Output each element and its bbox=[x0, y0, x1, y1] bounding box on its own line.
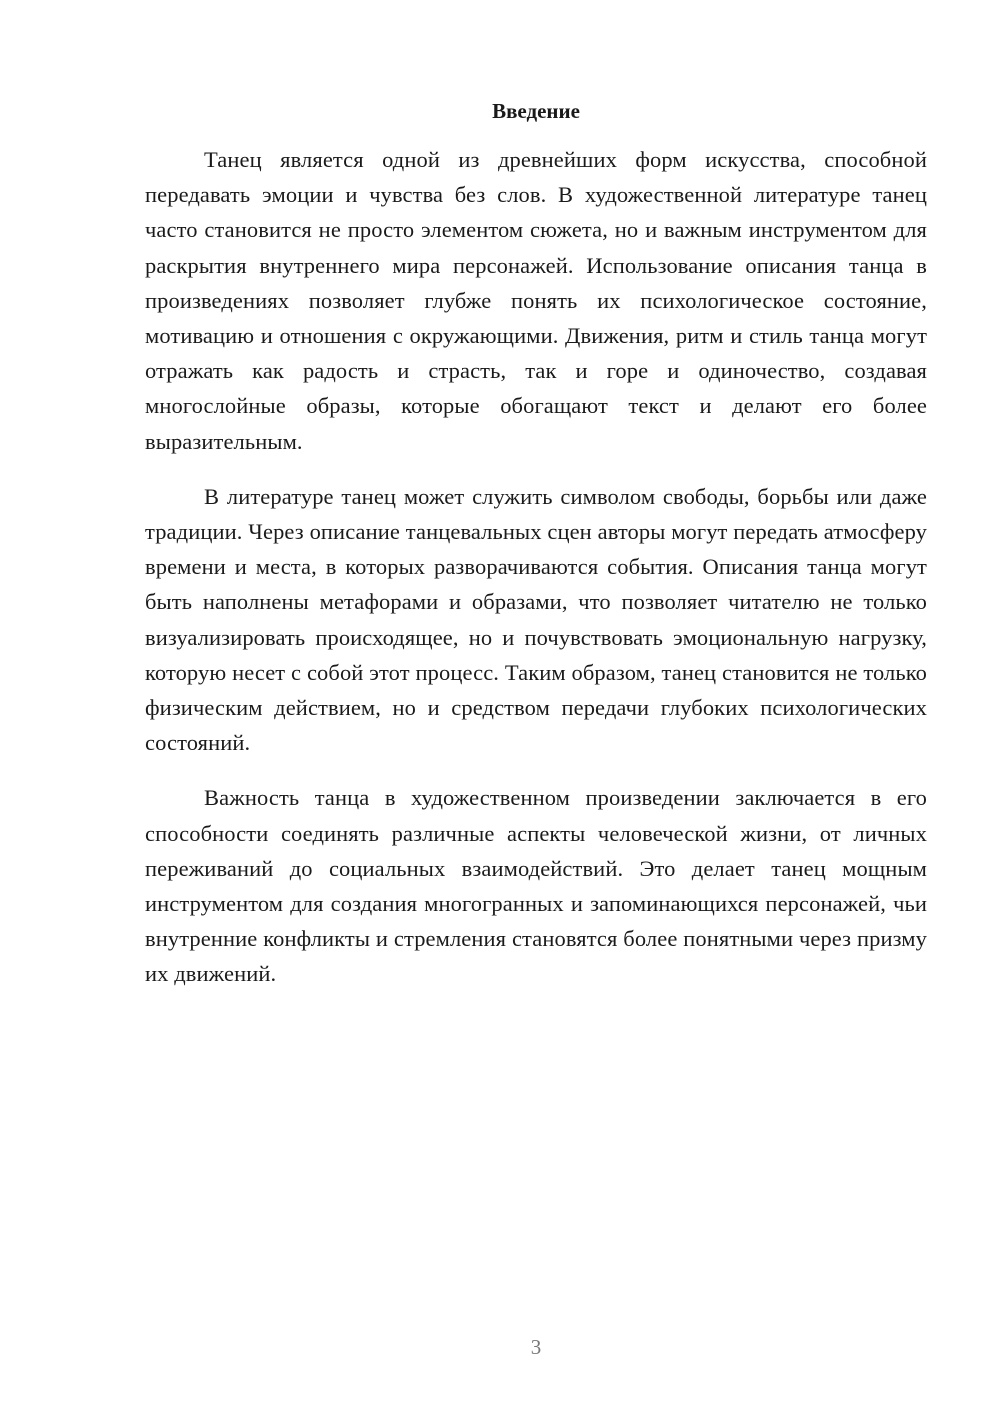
page-title: Введение bbox=[492, 99, 580, 123]
paragraph-3: Важность танца в художественном произведении заключается в его способности соединять различные аспекты человеческой жизни, от личных переживаний до социальных взаимодействий. Это делает танец мощным инструментом для создания многогранных и запоминающихся персонажей, чьи внутренние конфликты и стремления становятся более понятными через призму их движений. bbox=[145, 785, 927, 987]
paragraph-1: Танец является одной из древнейших форм искусства, способной передавать эмоции и чувства без слов. В художественной литературе танец часто становится не просто элементом сюжета, но и важным инструментом для раскрытия внутреннего мира персонажей. Использование описания танца в произведениях позволяет глубже понять их психологическое состояние, мотивацию и отношения с окружающими. Движения, ритм и стиль танца могут отражать как радость и страсть, так и горе и одиночество, создавая многослойные образы, которые обогащают текст и делают его более выразительным. bbox=[145, 147, 927, 454]
body-text bbox=[145, 142, 927, 1012]
page-number: 3 bbox=[530, 1335, 542, 1359]
paragraph-2: В литературе танец может служить символом свободы, борьбы или даже традиции. Через описание танцевальных сцен авторы могут передать атмосферу времени и места, в которых разворачиваются события. Описания танца могут быть наполнены метафорами и образами, что позволяет читателю не только визуализировать происходящее, но и почувствовать эмоциональную нагрузку, которую несет с собой этот процесс. Таким образом, танец становится не только физическим действием, но и средством передачи глубоких психологических состояний. bbox=[145, 483, 927, 756]
